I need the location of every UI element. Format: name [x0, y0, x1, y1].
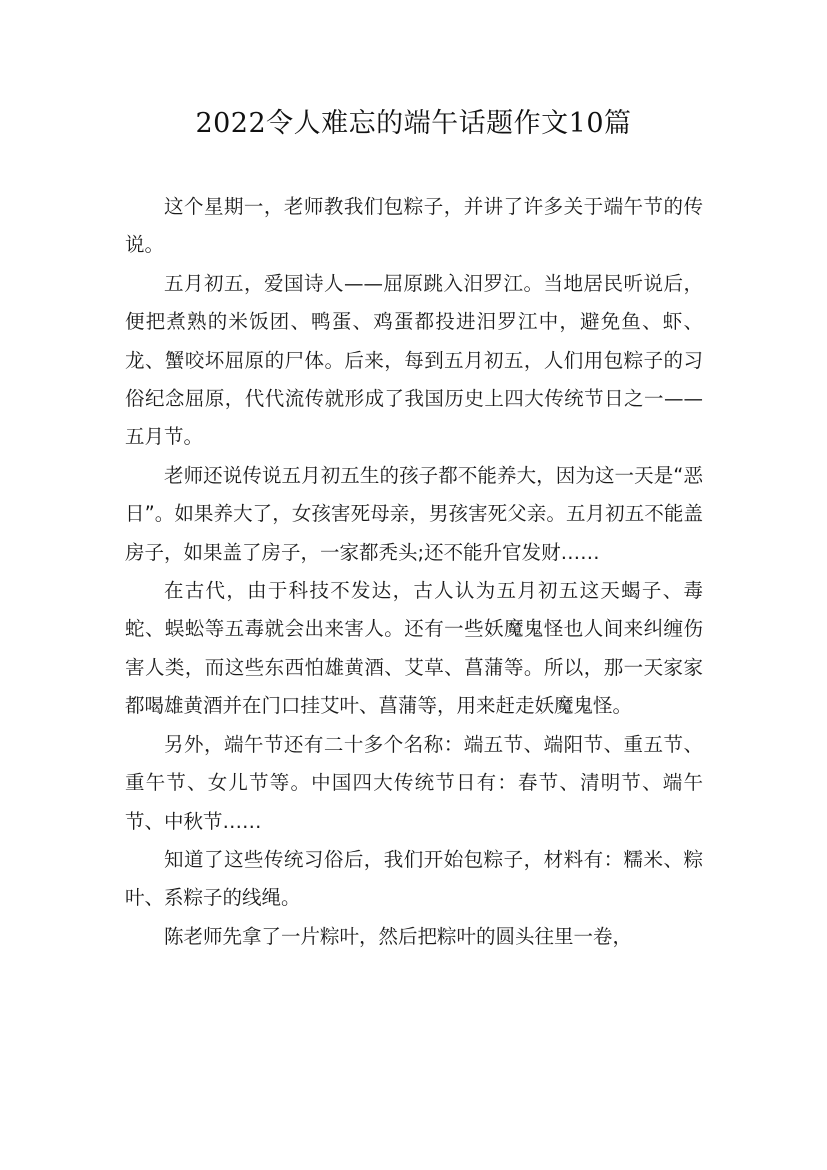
document-title: 2022令人难忘的端午话题作文10篇	[195, 108, 632, 139]
paragraph-3: 老师还说传说五月初五生的孩子都不能养大，因为这一天是“恶日”。如果养大了，女孩害死母亲，男孩害死父亲。五月初五不能盖房子，如果盖了房子，一家都秃头;还不能升官发财……	[125, 463, 703, 564]
document-body	[125, 188, 703, 956]
paragraph-7: 陈老师先拿了一片粽叶，然后把粽叶的圆头往里一卷，	[164, 924, 633, 948]
paragraph-1: 这个星期一，老师教我们包粽子，并讲了许多关于端午节的传说。	[125, 195, 703, 257]
paragraph-4: 在古代，由于科技不发达，古人认为五月初五这天蝎子、毒蛇、蜈蚣等五毒就会出来害人。还有一些妖魔鬼怪也人间来纠缠伤害人类，而这些东西怕雄黄酒、艾草、菖蒲等。所以，那一天家家都喝雄黄酒并在门口挂艾叶、菖蒲等，用来赶走妖魔鬼怪。	[125, 579, 703, 718]
paragraph-2: 五月初五，爱国诗人——屈原跳入汨罗江。当地居民听说后，便把煮熟的米饭团、鸭蛋、鸡蛋都投进汨罗江中，避免鱼、虾、龙、蟹咬坏屈原的尸体。后来，每到五月初五，人们用包粽子的习俗纪念屈原，代代流传就形成了我国历史上四大传统节日之一——五月节。	[125, 271, 703, 449]
paragraph-6: 知道了这些传统习俗后，我们开始包粽子，材料有：糯米、粽叶、系粽子的线绳。	[125, 847, 703, 910]
paragraph-5: 另外，端午节还有二十多个名称：端五节、端阳节、重五节、重午节、女儿节等。中国四大传统节日有：春节、清明节、端午节、中秋节……	[125, 732, 703, 833]
